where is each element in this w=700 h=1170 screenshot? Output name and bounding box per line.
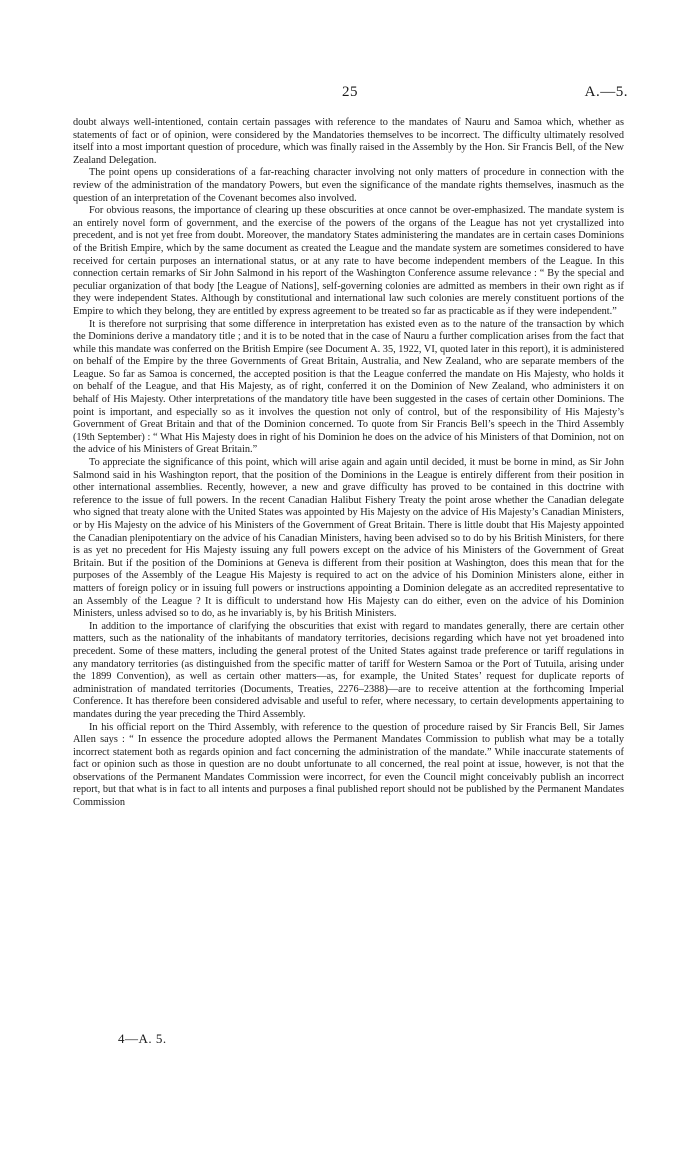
paragraph: For obvious reasons, the importance of clearing up these obscurities at once cannot be over-emphasized. The mandate system is an entirely novel form of government, and the exercise of the powers of the organs of the League has not yet crystallized into precedent, and is not yet free from doubt. Moreover, the mandatory States administering the mandates are in certain cases Dominions of the British Empire, which by the same document as created the League and the mandate system are sometimes considered to have received for certain purposes an international status, or at any rate to have become independent members of the League. In this connection certain remarks of Sir John Salmond in his report of the Washington Conference assume relevance : “ By the special and peculiar organization of that body [the League of Nations], self-governing colonies are admitted as members in their own right as if they were independent States. Although by constitutional and international law such colonies are merely constituent portions of the Empire to which they belong, they are entitled by express agreement to be treated so far as practicable as if they were independent.” [73, 205, 624, 317]
paragraph: It is therefore not surprising that some difference in interpretation has existed even as to the nature of the transaction by which the Dominions derive a mandatory title ; and it is to be noted that in the case of Nauru a further complication arises from the fact that while this mandate was conferred on the British Empire (see Document A. 35, 1922, VI, quoted later in this report), it is administered on behalf of the Empire by the three Governments of Great Britain, Australia, and New Zealand, who are separate members of the League. So far as Samoa is concerned, the accepted position is that the League conferred the mandate on His Majesty, who holds it on behalf of the League, and that His Majesty, as of right, conferred it on the Dominion of New Zealand, who administers it on behalf of His Majesty. Other interpretations of the mandatory title have been suggested in the cases of certain other Dominions. The point is important, and especially so as it involves the question not only of control, but of the responsibility of His Majesty’s Government of Great Britain and that of the Dominion concerned. To quote from Sir Francis Bell’s speech in the Third Assembly (19th September) : “ What His Majesty does in right of his Dominion he does on the advice of his Ministers of that Dominion, not on the advice of his Ministers of Great Britain.” [73, 318, 624, 456]
paragraph: The point opens up considerations of a far-reaching character involving not only matters of procedure in connection with the review of the administration of the mandatory Powers, but even the significance of the mandate rights themselves, inasmuch as the question of an interpretation of the Covenant becomes also involved. [73, 167, 624, 204]
body-text [73, 117, 624, 810]
paragraph: To appreciate the significance of this point, which will arise again and again until decided, it must be borne in mind, as Sir John Salmond said in his Washington report, that the position of the Dominions in the League is entirely different from their position in other international assemblies. Recently, however, a new and grave difficulty has proved to be contained in this doctrine with reference to the issue of full powers. In the recent Canadian Halibut Fishery Treaty the point arose whether the Canadian delegate who signed that treaty alone with the United States was appointed by His Majesty on the advice of His Majesty’s Canadian Ministers, or by His Majesty on the advice of his Ministers of the Government of Great Britain. There is little doubt that His Majesty appointed the Canadian plenipotentiary on the advice of his Canadian Ministers, having been advised so to do by his British Ministers, for there is as yet no precedent for His Majesty issuing any full powers except on the advice of his Ministers of the Government of Great Britain. But if the position of the Dominions at Geneva is different from their position at Washington, does this mean that for the purposes of the Assembly of the League His Majesty is required to act on the advice of his Dominion Ministers alone, either in matters of foreign policy or in issuing full powers or instructions appointing a Dominion delegate as an accredited representative to an Assembly of the League ? It is difficult to understand how His Majesty can do either, even on the advice of his Dominion Ministers, unless advised so to do, as he invariably is, by his British Ministers. [73, 457, 624, 620]
page-number: 25 [342, 84, 358, 100]
paragraph: In his official report on the Third Assembly, with reference to the question of procedure raised by Sir Francis Bell, Sir James Allen says : “ In essence the procedure adopted allows the Permanent Mandates Commission to publish what may be a totally incorrect statement both as regards opinion and fact concerning the administration of the mandate.” While inaccurate statements of fact or opinion such as those in question are no doubt unfortunate to all concerned, the real point at issue, however, is not that the observations of the Permanent Mandates Commission were incorrect, for even the Council might conceivably publish an incorrect report, but that what is in fact to all intents and purposes a final published report should not be published by the Permanent Mandates Commission [73, 721, 624, 809]
paragraph-continuation: doubt always well-intentioned, contain certain passages with reference to the mandates of Nauru and Samoa which, whether as statements of fact or of opinion, were considered by the Mandatories themselves to be incorrect. The difficulty ultimately resolved itself into a most important question of procedure, which was finally raised in the Assembly by the Hon. Sir Francis Bell, of the New Zealand Delegation. [73, 117, 624, 166]
signature-reference: 4—A. 5. [118, 1031, 167, 1046]
document-reference: A.—5. [584, 84, 628, 100]
paragraph: In addition to the importance of clarifying the obscurities that exist with regard to mandates generally, there are certain other matters, such as the nationality of the inhabitants of mandatory territories, decisions regarding which have not yet broadened into precedent. Some of these matters, including the general protest of the United States against trade preference or tariff regulations in any mandatory territories (as distinguished from the specific matter of tariff for Western Samoa or the Port of Tutuila, arising under the 1899 Convention), as well as certain other matters—as, for example, the United States’ request for duplicate reports of administration of mandated territories (Documents, Treaties, 2276–2388)—are to receive attention at the forthcoming Imperial Conference. It has therefore been considered advisable and useful to refer, where necessary, to certain developments appertaining to mandates during the year preceding the Third Assembly. [73, 620, 624, 720]
